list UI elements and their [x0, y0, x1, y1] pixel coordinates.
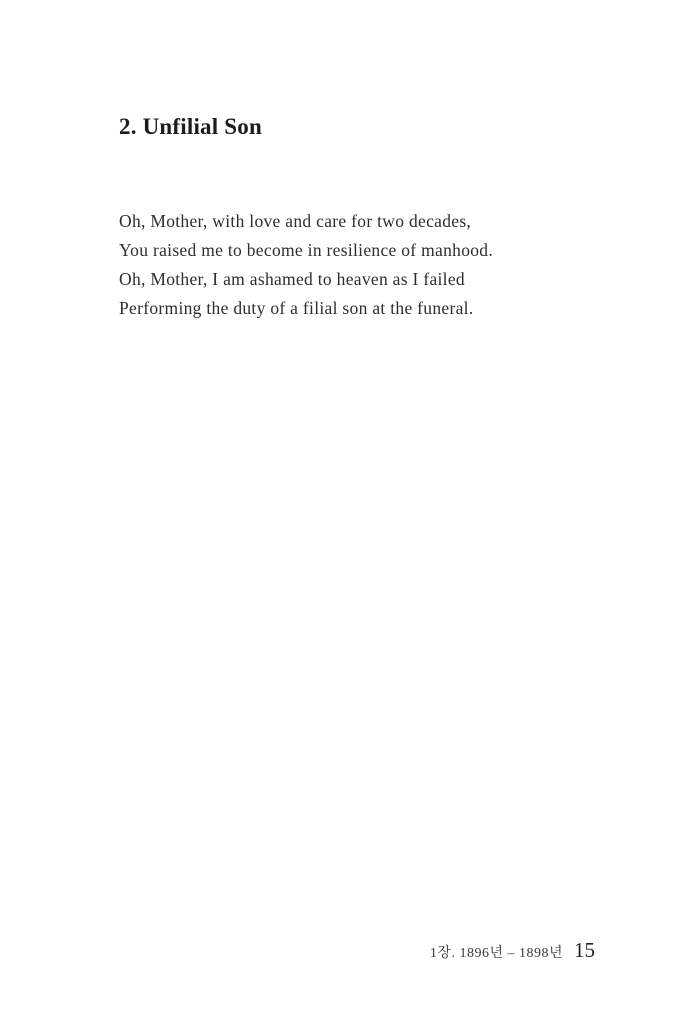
section-title: 2. Unfilial Son: [119, 114, 262, 139]
poem-line: Performing the duty of a filial son at the funeral.: [119, 298, 474, 318]
poem-line: Oh, Mother, with love and care for two decades,: [119, 211, 472, 231]
page-footer: [430, 938, 595, 963]
footer-chapter-label: 1장. 1896년 – 1898년: [429, 946, 563, 961]
page-number: 15: [574, 938, 595, 962]
poem-line: Oh, Mother, I am ashamed to heaven as I failed: [119, 269, 465, 289]
poem: [119, 207, 493, 323]
poem-line: You raised me to become in resilience of manhood.: [119, 240, 494, 260]
